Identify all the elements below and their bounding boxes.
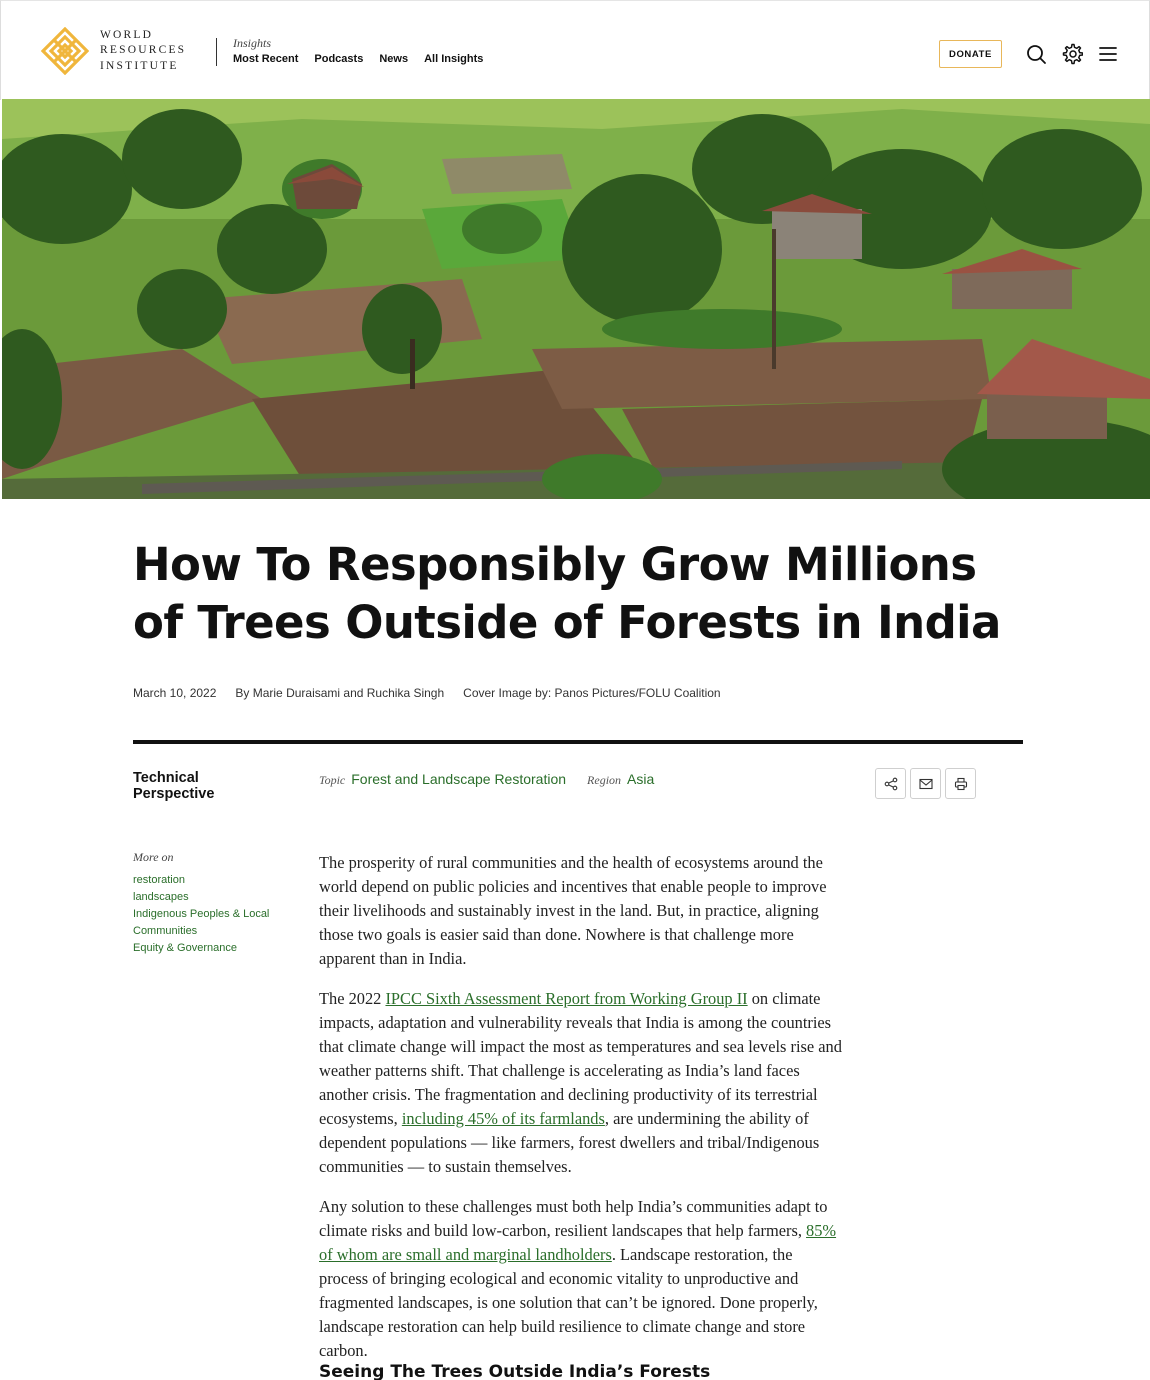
- cover-image-credit: Cover Image by: Panos Pictures/FOLU Coalition: [463, 686, 721, 700]
- article-date: March 10, 2022: [133, 686, 217, 700]
- share-tools: [875, 768, 976, 799]
- site-header: [0, 0, 1150, 100]
- logo-wordmark: WORLD RESOURCES INSTITUTE: [100, 28, 187, 72]
- share-button[interactable]: [875, 768, 906, 799]
- nav-podcasts[interactable]: Podcasts: [314, 53, 364, 65]
- more-on-list: [133, 872, 293, 957]
- region-link[interactable]: Asia: [627, 771, 655, 787]
- topic-label: Topic: [319, 773, 346, 787]
- paragraph-3: Any solution to these challenges must both help India’s communities adapt to climate risks and build low-carbon, resilient landscapes that help farmers, 85% of whom are small and marginal landholders. Landscape restoration, the process of bringing ecological and economic vitality to unproductive and fragmented landscapes, is one solution that can’t be ignored. Done properly, landscape restoration can help build resilience to climate change and store carbon.: [319, 1197, 837, 1360]
- print-icon: [954, 777, 968, 791]
- insights-nav: [233, 53, 483, 65]
- search-icon[interactable]: [1025, 43, 1047, 65]
- nav-all-insights[interactable]: All Insights: [424, 53, 484, 65]
- topic-link[interactable]: Forest and Landscape Restoration: [351, 771, 567, 787]
- wri-logo-icon: [41, 27, 89, 75]
- menu-icon[interactable]: [1097, 43, 1119, 65]
- email-button[interactable]: [910, 768, 941, 799]
- wri-logo[interactable]: [41, 27, 186, 75]
- article-meta: [133, 686, 721, 700]
- farmlands-link[interactable]: including 45% of its farmlands: [401, 1109, 605, 1128]
- more-on-link-indigenous[interactable]: Indigenous Peoples & Local Communities: [133, 908, 270, 937]
- paragraph-1: The prosperity of rural communities and the health of ecosystems around the world depend on public policies and incentives that enable people to improve their livelihoods and sustainably invest in the land. But, in practice, aligning those two goals is easier said than done. Nowhere is that challenge more apparent than in India.: [319, 853, 827, 968]
- article-type: Technical Perspective: [133, 770, 215, 802]
- more-on-link-restoration[interactable]: restoration: [133, 874, 185, 886]
- nav-news[interactable]: News: [379, 53, 409, 65]
- section-label: Insights: [233, 36, 272, 50]
- village-landscape-photo: [2, 99, 1150, 499]
- landholders-link[interactable]: 85% of whom are small and marginal landholders: [319, 1221, 837, 1264]
- donate-button[interactable]: DONATE: [939, 40, 1002, 68]
- section-heading: Seeing The Trees Outside India’s Forests: [319, 1362, 711, 1380]
- ipcc-report-link[interactable]: IPCC Sixth Assessment Report from Working Group II: [385, 989, 748, 1008]
- mail-icon: [919, 778, 933, 790]
- article-taxonomy: [319, 771, 675, 788]
- more-on-label: More on: [133, 850, 174, 864]
- article-body: [319, 851, 844, 1379]
- print-button[interactable]: [945, 768, 976, 799]
- region-label: Region: [587, 773, 622, 787]
- share-icon: [884, 777, 898, 791]
- more-on-link-equity[interactable]: Equity & Governance: [133, 942, 237, 954]
- nav-most-recent[interactable]: Most Recent: [233, 53, 299, 65]
- title-rule: [133, 740, 1023, 744]
- paragraph-2: The 2022 IPCC Sixth Assessment Report from Working Group II on climate impacts, adaptation and vulnerability reveals that India is among the countries that climate change will impact the most as temperatures and sea levels rise and weather patterns shift. That challenge is accelerating as India’s land faces another crisis. The fragmentation and declining productivity of its terrestrial ecosystems, including 45% of its farmlands, are undermining the ability of dependent populations — like farmers, forest dwellers and tribal/Indigenous communities — to sustain themselves.: [319, 989, 842, 1176]
- article-title: How To Responsibly Grow Millions of Trees Outside of Forests in India: [133, 538, 1001, 649]
- gear-icon[interactable]: [1061, 43, 1083, 65]
- hero-image: [2, 99, 1150, 499]
- article-byline: By Marie Duraisami and Ruchika Singh: [235, 686, 445, 700]
- header-divider: [216, 38, 217, 66]
- more-on-link-landscapes[interactable]: landscapes: [133, 891, 189, 903]
